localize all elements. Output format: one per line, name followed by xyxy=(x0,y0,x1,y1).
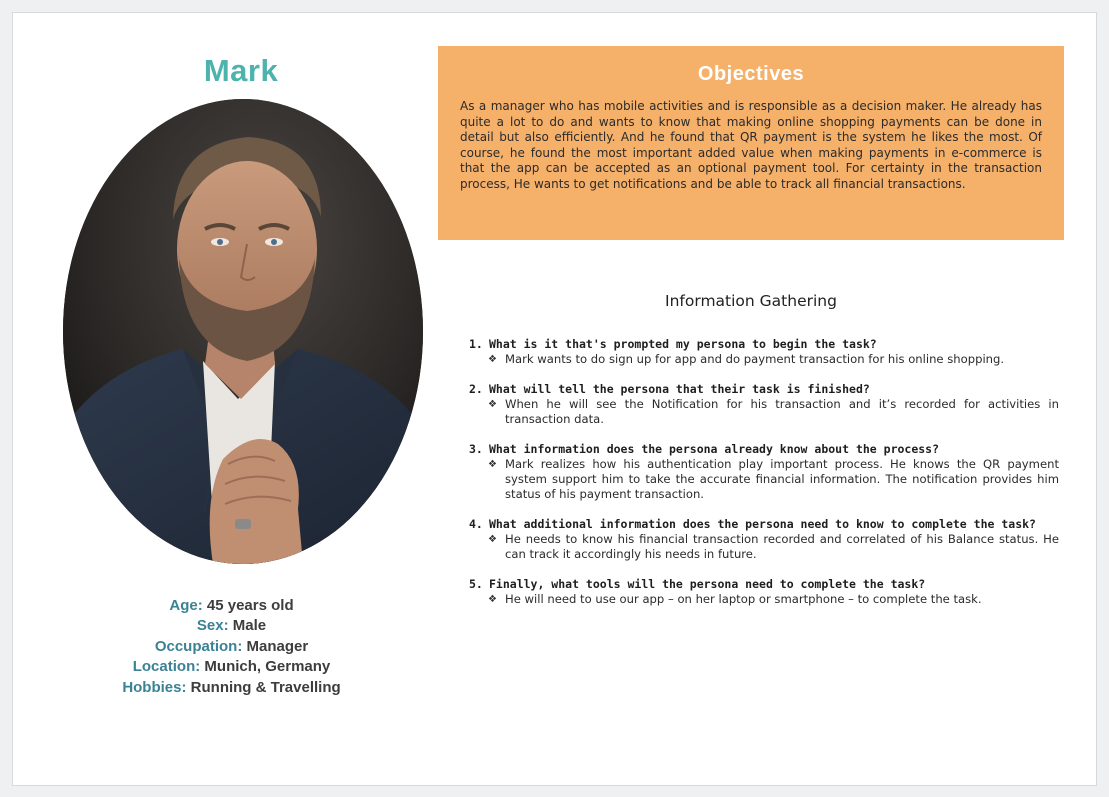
list-item xyxy=(469,337,1059,367)
detail-occupation: Occupation: Manager xyxy=(154,637,309,655)
persona-details xyxy=(63,596,400,698)
persona-photo xyxy=(63,99,423,564)
answer-text: ❖ He needs to know his financial transaction recorded and correlated of his Balance status. He can track it accordingly his needs in future. xyxy=(488,532,1059,561)
diamond-bullet-icon: ❖ xyxy=(488,594,497,605)
question-text: 2. What will tell the persona that their task is finished? xyxy=(469,382,870,396)
answer-text: ❖ Mark realizes how his authentication play important process. He knows the QR payment system support him to take the accurate financial information. The notification provides him status of his payment transaction. xyxy=(488,457,1059,501)
detail-age: Age: 45 years old xyxy=(169,597,294,614)
list-item xyxy=(469,577,1059,607)
detail-sex: Sex: Male xyxy=(196,617,267,635)
information-gathering-title: Information Gathering xyxy=(665,292,837,310)
detail-location: Location: Munich, Germany xyxy=(132,658,331,676)
persona-name: Mark xyxy=(203,53,279,88)
persona-card xyxy=(12,12,1097,786)
list-item xyxy=(469,442,1059,502)
answer-text: ❖ Mark wants to do sign up for app and do payment transaction for his online shopping. xyxy=(488,352,1005,366)
answer-text: ❖ He will need to use our app – on her laptop or smartphone – to complete the task. xyxy=(488,592,982,606)
objectives-panel xyxy=(438,46,1064,240)
question-text: 5. Finally, what tools will the persona need to complete the task? xyxy=(469,577,926,591)
portrait-illustration xyxy=(63,99,423,564)
list-item xyxy=(469,517,1059,562)
list-item xyxy=(469,382,1059,427)
question-text: 4. What additional information does the persona need to know to complete the task? xyxy=(469,517,1036,531)
diamond-bullet-icon: ❖ xyxy=(488,399,497,410)
answer-text: ❖ When he will see the Notification for his transaction and it’s recorded for activities in transaction data. xyxy=(488,397,1059,426)
diamond-bullet-icon: ❖ xyxy=(488,534,497,545)
objectives-title: Objectives xyxy=(697,63,805,85)
question-list xyxy=(469,337,1059,622)
question-text: 3. What information does the persona already know about the process? xyxy=(469,442,940,456)
diamond-bullet-icon: ❖ xyxy=(488,354,497,365)
diamond-bullet-icon: ❖ xyxy=(488,459,497,470)
objectives-text: As a manager who has mobile activities and is responsible as a decision maker. He already has quite a lot to do and wants to know that making online shopping payments can be done in detail but also efficiently. And he found that QR payment is the system he likes the most. Of course, he found the most important added value when making payments in e-commerce is that the app can be accepted as an optional payment tool. For certainty in the transaction process, He wants to get notifications and be able to track all financial transactions. xyxy=(460,99,1042,191)
question-text: 1. What is it that's prompted my persona to begin the task? xyxy=(469,337,877,351)
detail-hobbies: Hobbies: Running & Travelling xyxy=(122,678,341,696)
